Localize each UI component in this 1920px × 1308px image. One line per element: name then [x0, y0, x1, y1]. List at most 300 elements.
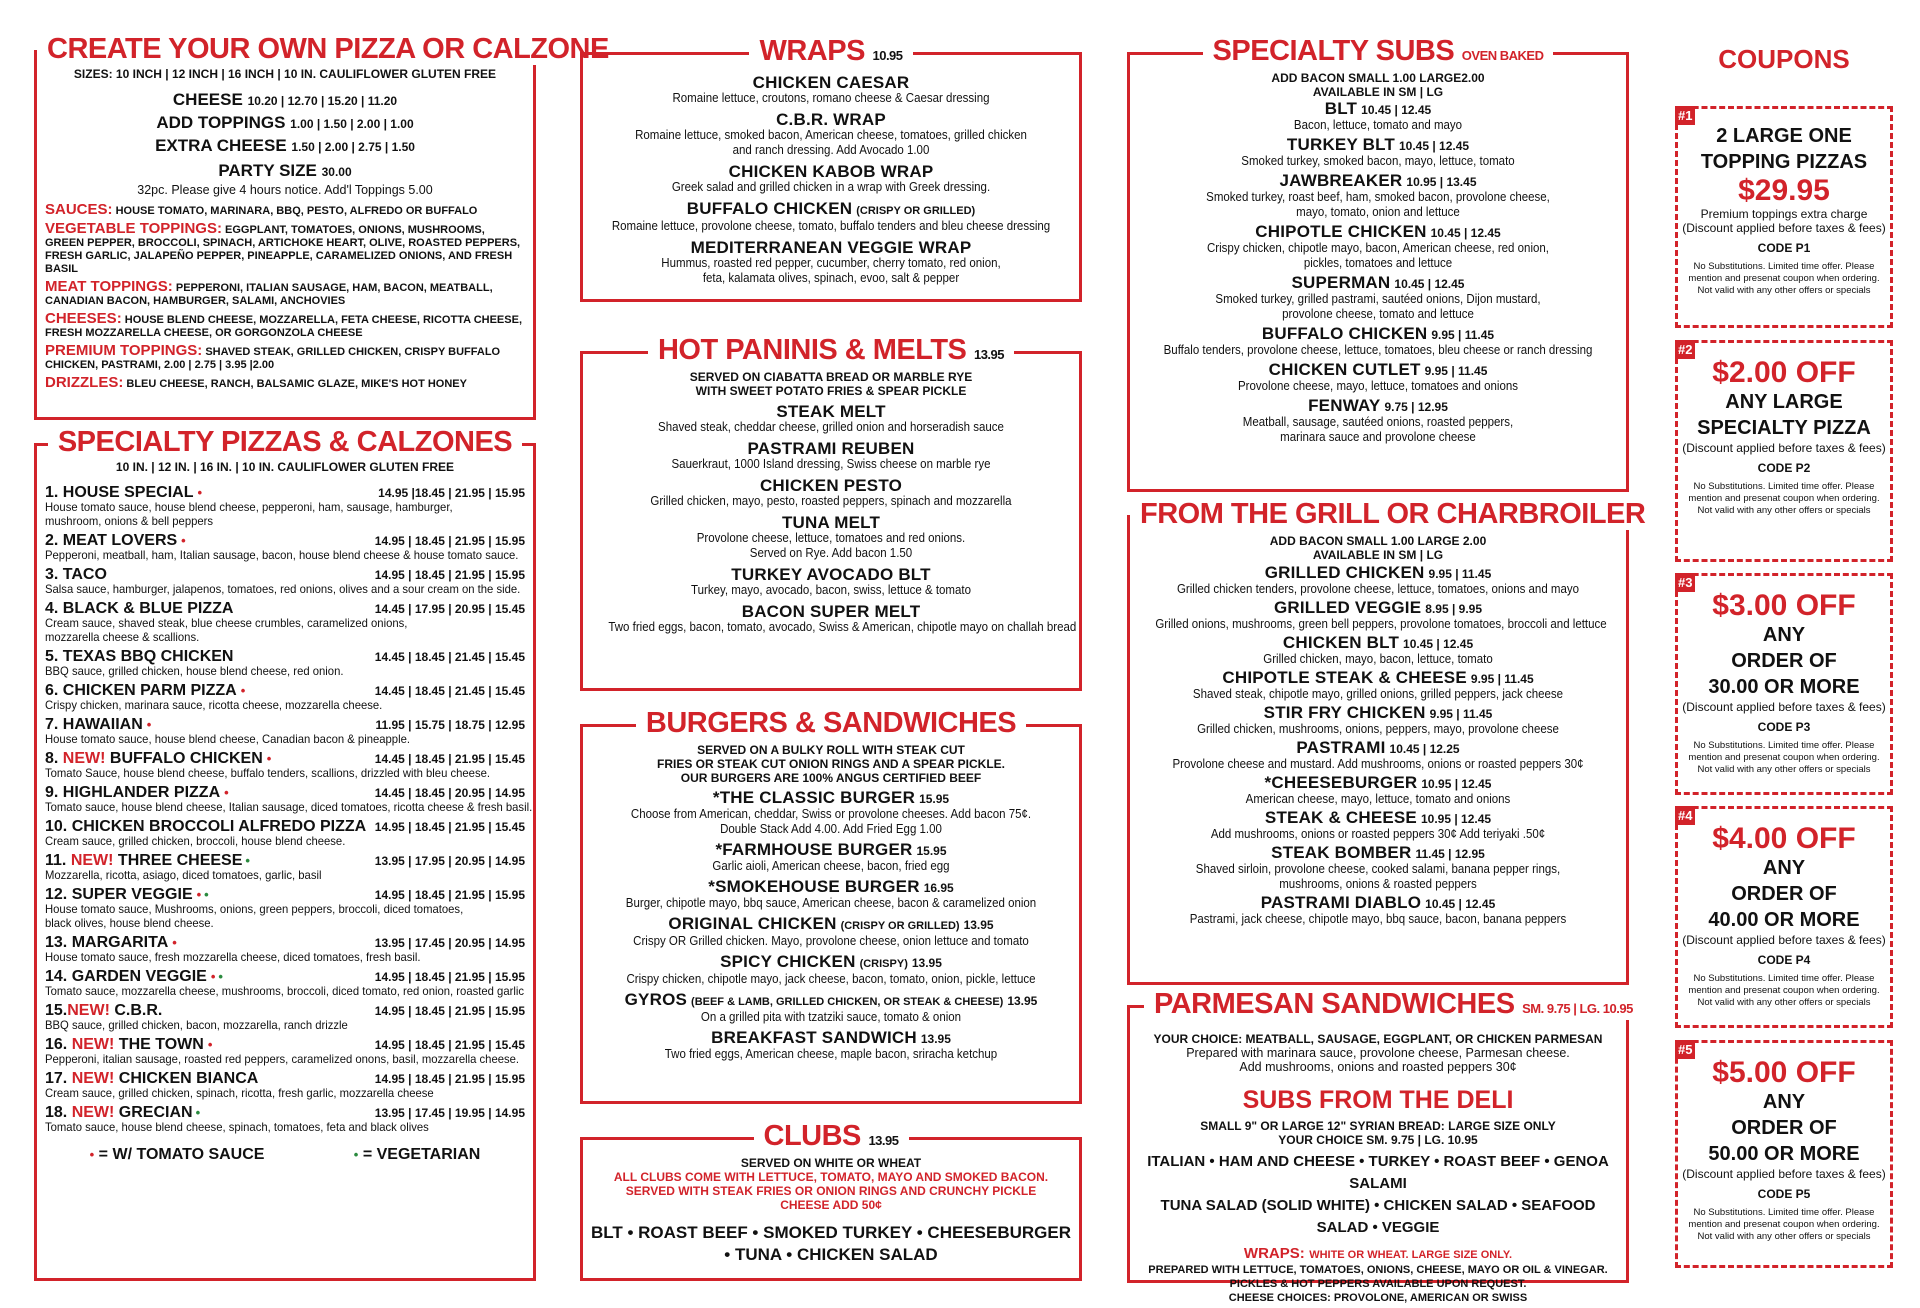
item-header — [589, 1030, 1073, 1047]
item-header — [589, 240, 1073, 256]
pizza-item — [45, 1106, 525, 1134]
pizza-name-pre: 2. MEAT LOVERS — [45, 532, 178, 549]
pizza-header — [45, 1038, 525, 1052]
grill-list — [1136, 565, 1620, 927]
pizza-item — [45, 1038, 525, 1066]
fine-1: No Substitutions. Limited time offer. Please — [1693, 481, 1875, 492]
item-desc: Pastrami, jack cheese, chipotle mayo, bbq sauce, bacon, banana peppers — [1189, 912, 1567, 926]
menu-item — [1136, 101, 1620, 133]
tomato-sauce-dot: • — [240, 683, 246, 698]
item-name: JAWBREAKER — [1279, 171, 1403, 190]
coupon-note: Premium toppings extra charge — [1700, 207, 1868, 221]
pizza-item — [45, 888, 525, 930]
pizza-name — [45, 568, 107, 582]
pizza-name — [45, 718, 151, 732]
pizza-desc: Cream sauce, grilled chicken, broccoli, house blend cheese. — [45, 834, 346, 848]
burgers-sub3: OUR BURGERS ARE 100% ANGUS CERTIFIED BEEF — [680, 771, 982, 785]
item-name: SUPERMAN — [1291, 273, 1391, 292]
new-badge: NEW! — [70, 852, 114, 869]
pizza-desc-2: black olives, house blend cheese. — [45, 916, 214, 930]
pizza-desc: Crispy chicken, marinara sauce, ricotta cheese, mozzarella cheese. — [45, 698, 383, 712]
pizza-price: 14.45 | 18.45 | 21.45 | 15.45 — [374, 650, 525, 664]
deli-sub1: SMALL 9" OR LARGE 12" SYRIAN BREAD: LARGE SIZE ONLY — [1200, 1119, 1556, 1133]
pizza-item — [45, 568, 525, 596]
item-price: 9.95 | 11.45 — [1424, 364, 1488, 378]
menu-item — [589, 790, 1073, 837]
pizza-price: 11.95 | 15.75 | 18.75 | 12.95 — [375, 718, 525, 732]
item-extra: (CRISPY) — [859, 958, 908, 970]
coupon-2 — [1675, 340, 1893, 562]
item-header — [1136, 224, 1620, 241]
item-header — [589, 790, 1073, 807]
coupons-title: COUPONS — [1718, 44, 1850, 74]
pizza-name-pre: 4. BLACK & BLUE PIZZA — [45, 600, 234, 617]
item-name: BACON SUPER MELT — [741, 602, 921, 621]
cyo-cheeses: CHEESES: HOUSE BLEND CHEESE, MOZZARELLA, FETA CHEESE, RICOTTA CHEESE, FRESH MOZZARELLA CHEESE, OR GORGONZOLA CHEESE — [45, 310, 522, 339]
vegetarian-dot: • — [195, 1105, 201, 1120]
pizza-name-post: THE TOWN — [114, 1036, 204, 1053]
pizza-price: 14.95 | 18.45 | 21.95 | 15.45 — [374, 820, 525, 834]
coupon-fine-print — [1678, 261, 1890, 297]
coupon-discount-note: (Discount applied before taxes & fees) — [1682, 441, 1886, 455]
pizza-name — [45, 752, 271, 766]
subs-title: SPECIALTY SUBS — [1212, 35, 1455, 67]
coupon-fine-print — [1678, 1207, 1890, 1243]
coupon-line-3: 50.00 OR MORE — [1708, 1143, 1860, 1165]
legend-tomato-sauce: • = W/ TOMATO SAUCE — [89, 1146, 265, 1163]
clubs-price: 13.95 — [868, 1133, 899, 1148]
pizza-desc: Cream sauce, shaved steak, blue cheese crumbles, caramelized onions, — [45, 616, 408, 630]
pizza-name — [45, 888, 209, 902]
item-price: 10.45 | 12.45 — [1430, 226, 1501, 240]
pizza-price: 14.45 | 18.45 | 21.45 | 15.45 — [374, 684, 525, 698]
pizza-name-post: CHICKEN BIANCA — [114, 1070, 259, 1087]
item-header — [1136, 362, 1620, 379]
item-desc: Shaved steak, chipotle mayo, grilled onions, grilled peppers, jack cheese — [1192, 687, 1564, 701]
coupon-code: CODE P4 — [1757, 953, 1811, 967]
item-desc-2: marinara sauce and provolone cheese — [1280, 430, 1476, 444]
item-extra: (BEEF & LAMB, GRILLED CHICKEN, OR STEAK & CHEESE) — [691, 996, 1004, 1008]
pizza-desc: Tomato sauce, mozzarella cheese, mushrooms, broccoli, diced tomato, red onion, roasted garlic — [45, 984, 525, 998]
item-name: CHICKEN PESTO — [759, 476, 903, 495]
item-header — [589, 879, 1073, 896]
item-header — [589, 404, 1073, 420]
coupon-3 — [1675, 573, 1893, 795]
coupon-code: CODE P1 — [1757, 241, 1811, 255]
pizza-desc: BBQ sauce, grilled chicken, house blend cheese, red onion. — [45, 664, 344, 678]
item-name: BUFFALO CHICKEN — [1261, 324, 1428, 343]
item-header — [589, 112, 1073, 128]
cyo-sauces: SAUCES: HOUSE TOMATO, MARINARA, BBQ, PESTO, ALFREDO OR BUFFALO — [45, 201, 478, 218]
fine-2: mention and presenat coupon when ordering. — [1688, 493, 1880, 504]
item-desc: Turkey, mayo, avocado, bacon, swiss, lettuce & tomato — [691, 583, 971, 597]
pizza-name — [45, 1106, 200, 1120]
item-name: PASTRAMI — [1296, 738, 1386, 757]
item-header — [1136, 275, 1620, 292]
menu-item — [1136, 635, 1620, 667]
grill-sub1: ADD BACON SMALL 1.00 LARGE 2.00 — [1269, 534, 1487, 548]
coupon-number: #1 — [1675, 106, 1695, 125]
item-price: 16.95 — [923, 881, 954, 895]
item-name: TUNA MELT — [781, 513, 881, 532]
coupon-line-1: ANY — [1762, 857, 1806, 879]
menu-item — [589, 954, 1073, 987]
menu-item — [1136, 600, 1620, 632]
item-desc: Crispy chicken, chipotle mayo, jack cheese, bacon, tomato, onion, pickle, lettuce — [626, 972, 1036, 986]
item-desc: Romaine lettuce, croutons, romano cheese & Caesar dressing — [672, 91, 990, 105]
pizza-name-pre: 9. HIGHLANDER PIZZA — [45, 784, 221, 801]
item-header — [1136, 173, 1620, 190]
vegetarian-dot: • — [204, 887, 209, 902]
grill-sub2: AVAILABLE IN SM | LG — [1312, 548, 1444, 562]
item-price: 8.95 | 9.95 — [1425, 602, 1483, 616]
item-header — [589, 515, 1073, 531]
pizza-header — [45, 854, 525, 868]
burgers-section — [580, 707, 1082, 1104]
coupon-line-2: TOPPING PIZZAS — [1700, 151, 1868, 173]
pizza-header — [45, 786, 525, 800]
item-header — [1136, 705, 1620, 722]
menu-item — [589, 842, 1073, 874]
fine-2: mention and presenat coupon when ordering. — [1688, 985, 1880, 996]
menu-item — [1136, 275, 1620, 322]
item-desc: Smoked turkey, smoked bacon, mayo, lettuce, tomato — [1241, 154, 1515, 168]
menu-item — [589, 164, 1073, 195]
coupon-discount-note: (Discount applied before taxes & fees) — [1682, 1167, 1886, 1181]
pizza-item — [45, 854, 525, 882]
coupon-line-2: SPECIALTY PIZZA — [1697, 417, 1871, 439]
parmesan-section — [1127, 988, 1633, 1304]
clubs-list-2: • TUNA • CHICKEN SALAD — [724, 1245, 938, 1264]
coupon-line-3: 40.00 OR MORE — [1708, 909, 1860, 931]
item-desc: Two fried eggs, American cheese, maple bacon, sriracha ketchup — [664, 1047, 998, 1061]
burgers-title: BURGERS & SANDWICHES — [636, 707, 1026, 739]
paninis-list — [589, 402, 1077, 635]
new-badge: NEW! — [71, 1036, 115, 1053]
coupon-fine-print — [1678, 481, 1890, 517]
pizza-price: 13.95 | 17.95 | 20.95 | 14.95 — [374, 854, 525, 868]
pizza-name-pre: 5. TEXAS BBQ CHICKEN — [45, 648, 234, 665]
menu-item — [589, 567, 1073, 598]
cyo-sizes: SIZES: 10 INCH | 12 INCH | 16 INCH | 10 IN. CAULIFLOWER GLUTEN FREE — [73, 67, 497, 81]
specialty-sizes: 10 IN. | 12 IN. | 16 IN. | 10 IN. CAULIFLOWER GLUTEN FREE — [115, 460, 455, 474]
item-header — [1136, 895, 1620, 912]
item-header — [1136, 565, 1620, 582]
pizza-header — [45, 650, 525, 664]
pizza-name-post: BUFFALO CHICKEN — [105, 750, 263, 767]
item-name: BREAKFAST SANDWICH — [711, 1028, 917, 1047]
specialty-pizzas-section — [34, 426, 536, 1281]
item-desc: Crispy OR Grilled chicken. Mayo, provolone cheese, onion lettuce and tomato — [633, 934, 1029, 948]
coupon-code: CODE P2 — [1757, 461, 1811, 475]
pizza-name — [45, 854, 250, 868]
tomato-sauce-dot: • — [207, 1037, 213, 1052]
item-name: GYROS — [624, 990, 688, 1009]
pizza-desc: Pepperoni, meatball, ham, Italian sausage, bacon, house blend cheese & house tomato sauce. — [45, 548, 519, 562]
menu-item — [1136, 224, 1620, 271]
tomato-sauce-dot: • — [197, 485, 203, 500]
cyo-title: CREATE YOUR OWN PIZZA OR CALZONE — [37, 33, 619, 65]
item-price: 9.95 | 11.45 — [1429, 707, 1493, 721]
menu-item — [589, 201, 1073, 234]
menu-item — [1136, 137, 1620, 169]
menu-item — [1136, 740, 1620, 772]
item-desc-2: Double Stack Add 4.00. Add Fried Egg 1.00 — [720, 822, 942, 836]
fine-3: Not valid with any other offers or specials — [1697, 505, 1871, 516]
item-price: 10.45 | 12.45 — [1361, 103, 1432, 117]
pizza-name — [45, 486, 202, 500]
pizza-item — [45, 1004, 525, 1032]
pizza-item — [45, 1072, 525, 1100]
pizza-name-pre: 3. TACO — [45, 566, 107, 583]
coupon-line-1: 2 LARGE ONE — [1716, 125, 1852, 147]
pizza-price: 14.45 | 17.95 | 20.95 | 15.45 — [374, 602, 525, 616]
menu-item — [1136, 810, 1620, 842]
item-price: 10.95 | 12.45 — [1421, 777, 1492, 791]
item-price: 13.95 — [911, 956, 942, 970]
fine-2: mention and presenat coupon when ordering. — [1688, 1219, 1880, 1230]
item-desc: Smoked turkey, grilled pastrami, sautéed onions, Dijon mustard, — [1215, 292, 1541, 306]
item-price: 9.75 | 12.95 — [1384, 400, 1448, 414]
new-badge: NEW! — [67, 1002, 110, 1019]
item-desc: Shaved steak, cheddar cheese, grilled onion and horseradish sauce — [658, 420, 1004, 434]
item-name: STEAK MELT — [776, 402, 886, 421]
coupon-line-2: ORDER OF — [1731, 650, 1837, 672]
pizza-price: 13.95 | 17.45 | 19.95 | 14.95 — [374, 1106, 525, 1120]
pizza-name — [45, 970, 223, 984]
item-name: CHIPOTLE CHICKEN — [1255, 222, 1427, 241]
pizza-name-pre: 12. SUPER VEGGIE — [45, 886, 193, 903]
item-desc: Meatball, sausage, sautéed onions, roasted peppers, — [1242, 415, 1514, 429]
item-price: 10.45 | 12.45 — [1403, 637, 1474, 651]
tomato-sauce-dot: • — [181, 533, 186, 548]
item-name: CHICKEN CUTLET — [1268, 360, 1421, 379]
paninis-price: 13.95 — [973, 347, 1005, 362]
pizza-name-pre: 10. CHICKEN BROCCOLI ALFREDO PIZZA — [45, 818, 367, 835]
menu-item — [1136, 326, 1620, 358]
coupon-code: CODE P5 — [1757, 1187, 1811, 1201]
fine-3: Not valid with any other offers or specials — [1697, 1231, 1871, 1242]
pizza-header — [45, 486, 525, 500]
clubs-red3: CHEESE ADD 50¢ — [780, 1198, 882, 1212]
coupon-discount: $2.00 OFF — [1712, 356, 1856, 389]
wraps-title: WRAPS — [759, 35, 865, 67]
coupon-line-2: ORDER OF — [1731, 1117, 1837, 1139]
menu-item — [1136, 670, 1620, 702]
subs-sub1: ADD BACON SMALL 1.00 LARGE2.00 — [1271, 71, 1485, 85]
item-desc: Buffalo tenders, provolone cheese, lettuce, tomatoes, bleu cheese or ranch dressing — [1163, 343, 1593, 357]
item-header — [589, 201, 1073, 219]
item-desc: Romaine lettuce, smoked bacon, American cheese, tomatoes, grilled chicken — [635, 128, 1027, 142]
menu-item — [589, 1030, 1073, 1062]
deli-list-2: TUNA SALAD (SOLID WHITE) • CHICKEN SALAD • SEAFOOD SALAD • VEGGIE — [1160, 1197, 1596, 1236]
wraps-list — [589, 75, 1073, 286]
menu-item — [1136, 775, 1620, 807]
clubs-red2: SERVED WITH STEAK FRIES OR ONION RINGS AND CRUNCHY PICKLE — [625, 1184, 1037, 1198]
item-price: 10.45 | 12.45 — [1399, 139, 1470, 153]
item-price: 11.45 | 12.95 — [1415, 847, 1485, 861]
pizza-name-pre: 15. — [45, 1002, 68, 1019]
item-name: PASTRAMI REUBEN — [747, 439, 915, 458]
item-desc: Romaine lettuce, provolone cheese, tomato, buffalo tenders and bleu cheese dressing — [611, 219, 1051, 233]
item-header — [1136, 635, 1620, 652]
coupon-number: #3 — [1675, 573, 1695, 592]
item-desc: Garlic aioli, American cheese, bacon, fried egg — [712, 859, 950, 873]
cyo-premium-toppings: PREMIUM TOPPINGS: SHAVED STEAK, GRILLED CHICKEN, CRISPY BUFFALO CHICKEN, PASTRAMI, 2.00 | 2.75 | 3.95 |2.00 — [45, 342, 501, 371]
tomato-sauce-dot: • — [172, 935, 177, 950]
subs-sub2: AVAILABLE IN SM | LG — [1312, 85, 1444, 99]
item-desc: Add mushrooms, onions or roasted peppers 30¢ Add teriyaki .50¢ — [1210, 827, 1546, 841]
pizza-name-post: THREE CHEESE — [113, 852, 243, 869]
item-name: *FARMHOUSE BURGER — [715, 840, 913, 859]
item-name: *CHEESEBURGER — [1264, 773, 1418, 792]
coupon-4 — [1675, 806, 1893, 1028]
pizza-item — [45, 718, 525, 746]
item-price: 15.95 — [919, 792, 950, 806]
paninis-sub2: WITH SWEET POTATO FRIES & SPEAR PICKLE — [695, 384, 967, 398]
item-desc: Hummus, roasted red pepper, cucumber, cherry tomato, red onion, — [661, 256, 1001, 270]
fine-3: Not valid with any other offers or specials — [1697, 764, 1871, 775]
specialty-title: SPECIALTY PIZZAS & CALZONES — [48, 426, 522, 458]
pizza-desc: Tomato Sauce, house blend cheese, buffalo tenders, scallions, drizzled with bleu cheese. — [45, 766, 491, 780]
item-desc-2: mayo, tomato, onion and lettuce — [1296, 205, 1460, 219]
item-desc: Grilled chicken, mayo, bacon, lettuce, tomato — [1263, 652, 1493, 666]
menu-item — [589, 602, 1077, 635]
pizza-header — [45, 936, 525, 950]
clubs-sub1: SERVED ON WHITE OR WHEAT — [740, 1156, 922, 1170]
new-badge: NEW! — [71, 1070, 115, 1087]
pizza-desc: Pepperoni, italian sausage, roasted red peppers, caramelized onons, basil, mozzarella cheese. — [45, 1052, 520, 1066]
pizza-header — [45, 752, 525, 766]
item-desc: Greek salad and grilled chicken in a wrap with Greek dressing. — [671, 180, 991, 194]
coupon-number: #5 — [1675, 1040, 1695, 1059]
cyo-add-toppings: ADD TOPPINGS 1.00 | 1.50 | 2.00 | 1.00 — [156, 113, 414, 132]
pizza-name-pre: 6. CHICKEN PARM PIZZA — [45, 682, 237, 699]
subs-list — [1136, 101, 1620, 445]
coupon-code: CODE P3 — [1757, 720, 1811, 734]
item-name: CHICKEN KABOB WRAP — [728, 162, 934, 181]
clubs-list-1: BLT • ROAST BEEF • SMOKED TURKEY • CHEESEBURGER — [590, 1223, 1072, 1242]
pizza-header — [45, 1072, 525, 1086]
menu-item — [589, 478, 1073, 509]
item-name: STIR FRY CHICKEN — [1263, 703, 1426, 722]
pizza-price: 14.95 | 18.45 | 21.95 | 15.95 — [374, 1004, 525, 1018]
coupon-fine-print — [1678, 740, 1890, 776]
item-price: 13.95 — [1007, 994, 1038, 1008]
item-name: STEAK & CHEESE — [1264, 808, 1417, 827]
fine-1: No Substitutions. Limited time offer. Please — [1693, 973, 1875, 984]
grill-title: FROM THE GRILL OR CHARBROILER — [1130, 498, 1655, 530]
pizza-name — [45, 936, 177, 950]
item-name: CHICKEN CAESAR — [752, 73, 910, 92]
fine-1: No Substitutions. Limited time offer. Please — [1693, 1207, 1875, 1218]
item-header — [1136, 845, 1620, 862]
item-header — [1136, 398, 1620, 415]
vegetarian-dot: • — [245, 853, 250, 868]
cyo-meat-toppings: MEAT TOPPINGS: PEPPERONI, ITALIAN SAUSAGE, HAM, BACON, MEATBALL, CANADIAN BACON, HAMBURGER, SALAMI, ANCHOVIES — [45, 278, 493, 307]
item-price: 10.45 | 12.25 — [1389, 742, 1460, 756]
clubs-title: CLUBS — [763, 1120, 861, 1152]
coupon-discount: $4.00 OFF — [1712, 822, 1856, 855]
item-name: ORIGINAL CHICKEN — [668, 914, 837, 933]
fine-1: No Substitutions. Limited time offer. Please — [1693, 261, 1875, 272]
burgers-sub1: SERVED ON A BULKY ROLL WITH STEAK CUT — [697, 743, 965, 757]
item-desc: Grilled chicken tenders, provolone cheese, lettuce, tomatoes, onions and mayo — [1176, 582, 1580, 596]
pizza-item — [45, 820, 525, 848]
item-desc: On a grilled pita with tzatziki sauce, tomato & onion — [700, 1010, 962, 1024]
item-desc: Smoked turkey, roast beef, ham, smoked bacon, provolone cheese, — [1206, 190, 1550, 204]
pizza-name-pre: 14. GARDEN VEGGIE — [45, 968, 207, 985]
menu-item — [1136, 895, 1620, 927]
cyo-cheese: CHEESE 10.20 | 12.70 | 15.20 | 11.20 — [172, 90, 398, 109]
paninis-title: HOT PANINIS & MELTS — [657, 334, 967, 366]
tomato-sauce-dot: • — [224, 785, 229, 800]
menu-item — [589, 441, 1073, 472]
pizza-name — [45, 534, 186, 548]
item-name: TURKEY AVOCADO BLT — [731, 565, 931, 584]
menu-item — [589, 916, 1073, 949]
paninis-section — [580, 334, 1082, 691]
coupon-line-3: 30.00 OR MORE — [1708, 676, 1860, 698]
coupon-discount: $3.00 OFF — [1712, 589, 1856, 622]
pizza-name-pre: 7. HAWAIIAN — [45, 716, 143, 733]
item-name: GRILLED VEGGIE — [1273, 598, 1422, 617]
pizza-item — [45, 684, 525, 712]
item-desc: Burger, chipotle mayo, bbq sauce, American cheese, bacon & caramelized onion — [625, 896, 1037, 910]
pizza-price: 14.95 | 18.45 | 21.95 | 15.95 — [374, 888, 525, 902]
item-desc: Grilled chicken, mayo, pesto, roasted peppers, spinach and mozzarella — [650, 494, 1012, 508]
item-name: PASTRAMI DIABLO — [1260, 893, 1422, 912]
tomato-sauce-dot: • — [146, 717, 152, 732]
coupon-discount: $5.00 OFF — [1712, 1056, 1856, 1089]
clubs-section — [580, 1120, 1082, 1281]
item-name: BLT — [1324, 99, 1358, 118]
item-header — [1136, 600, 1620, 617]
pizza-price: 14.95 | 18.45 | 21.95 | 15.95 — [374, 534, 525, 548]
burgers-sub2: FRIES OR STEAK CUT ONION RINGS AND A SPEAR PICKLE. — [656, 757, 1006, 771]
parmesan-desc-1: Prepared with marinara sauce, provolone cheese, Parmesan cheese. — [1186, 1046, 1570, 1060]
parmesan-price: SM. 9.75 | LG. 10.95 — [1522, 1001, 1633, 1016]
pizza-desc: Mozzarella, ricotta, asiago, diced tomatoes, garlic, basil — [45, 868, 322, 882]
pizza-header — [45, 1106, 525, 1120]
pizza-header — [45, 602, 525, 616]
pizza-desc: House tomato sauce, Mushrooms, onions, green peppers, broccoli, diced tomatoes, — [45, 902, 464, 916]
item-desc: Bacon, lettuce, tomato and mayo — [1293, 118, 1463, 132]
item-header — [589, 567, 1073, 583]
pizza-name — [45, 820, 366, 834]
parmesan-title: PARMESAN SANDWICHES — [1154, 988, 1515, 1020]
cyo-extra-cheese: EXTRA CHEESE 1.50 | 2.00 | 2.75 | 1.50 — [155, 136, 415, 155]
item-desc: Provolone cheese and mustard. Add mushrooms, onions or roasted peppers 30¢ — [1172, 757, 1584, 771]
pizza-header — [45, 1004, 525, 1018]
item-name: C.B.R. WRAP — [776, 110, 886, 129]
pizza-price: 13.95 | 17.45 | 20.95 | 14.95 — [374, 936, 525, 950]
item-price: 9.95 | 11.45 — [1431, 328, 1495, 342]
pizza-item — [45, 970, 525, 998]
item-desc: Shaved sirloin, provolone cheese, cooked salami, banana pepper rings, — [1195, 862, 1561, 876]
item-desc-2: pickles, tomatoes and lettuce — [1303, 256, 1453, 270]
item-price: 9.95 | 11.45 — [1470, 672, 1534, 686]
item-name: TURKEY BLT — [1286, 135, 1395, 154]
item-name: GRILLED CHICKEN — [1264, 563, 1425, 582]
item-header — [589, 954, 1073, 972]
item-desc-2: Served on Rye. Add bacon 1.50 — [749, 546, 913, 560]
item-extra: (CRISPY OR GRILLED) — [840, 920, 960, 932]
menu-item — [1136, 565, 1620, 597]
menu-item — [589, 992, 1073, 1025]
deli-title: SUBS FROM THE DELI — [1242, 1086, 1514, 1114]
pizza-item — [45, 486, 525, 528]
